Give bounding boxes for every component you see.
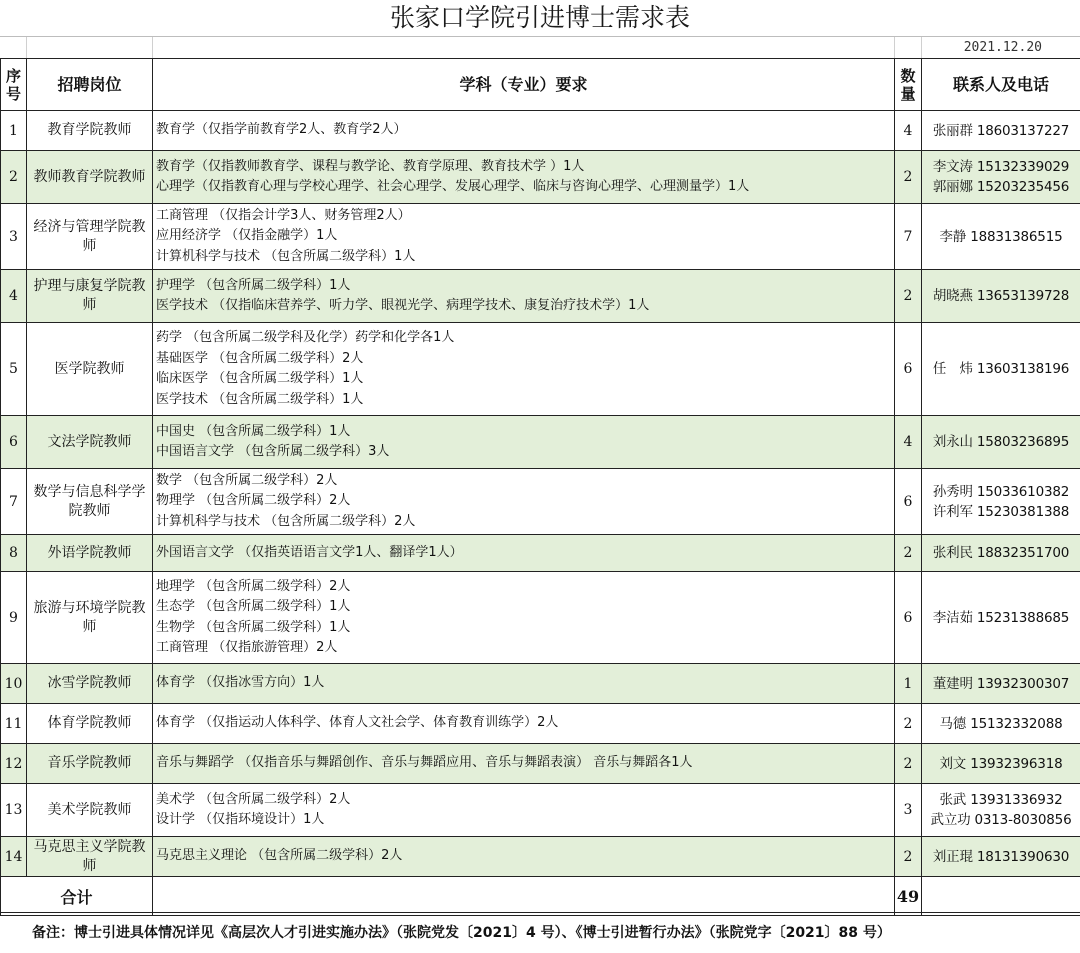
table-row	[1, 469, 1080, 535]
row-requirements	[153, 784, 895, 837]
row-count: 4	[895, 111, 922, 151]
requirement-line: 数学 （包含所属二级学科）2人	[156, 471, 894, 492]
row-requirements	[153, 416, 895, 469]
recruitment-table	[0, 58, 1080, 916]
row-contacts	[922, 204, 1080, 270]
row-index: 6	[1, 416, 27, 469]
requirement-line: 物理学 （包含所属二级学科）2人	[156, 491, 894, 512]
row-contacts	[922, 535, 1080, 572]
row-contacts	[922, 323, 1080, 416]
row-count: 7	[895, 204, 922, 270]
row-requirements	[153, 572, 895, 664]
divider	[894, 37, 895, 59]
contact-line: 李文涛 15132339029	[922, 157, 1080, 177]
row-contacts	[922, 784, 1080, 837]
row-contacts	[922, 744, 1080, 784]
row-contacts	[922, 572, 1080, 664]
row-position: 音乐学院教师	[27, 744, 153, 784]
row-count: 6	[895, 469, 922, 535]
row-requirements	[153, 744, 895, 784]
date-row	[0, 36, 1080, 59]
row-index: 13	[1, 784, 27, 837]
table-row	[1, 572, 1080, 664]
contact-line: 马德 15132332088	[922, 714, 1080, 734]
row-position: 美术学院教师	[27, 784, 153, 837]
table-header-row	[1, 59, 1080, 111]
table-row	[1, 151, 1080, 204]
row-position: 护理与康复学院教师	[27, 270, 153, 323]
contact-line: 张丽群 18603137227	[922, 121, 1080, 141]
footnote: 备注：博士引进具体情况详见《高层次人才引进实施办法》（张院党发〔2021〕4 号）、《博士引进暂行办法》（张院党字〔2021〕88 号）	[0, 912, 1080, 946]
table-row	[1, 111, 1080, 151]
requirement-line: 药学 （包含所属二级学科及化学）药学和化学各1人	[156, 328, 894, 349]
row-contacts	[922, 837, 1080, 877]
row-index: 1	[1, 111, 27, 151]
table-row	[1, 744, 1080, 784]
contact-line: 张利民 18832351700	[922, 543, 1080, 563]
row-position: 教师教育学院教师	[27, 151, 153, 204]
row-count: 2	[895, 270, 922, 323]
divider	[921, 37, 922, 59]
row-requirements	[153, 111, 895, 151]
requirement-line: 基础医学 （包含所属二级学科）2人	[156, 349, 894, 370]
requirement-line: 外国语言文学 （仅指英语语言文学1人、翻译学1人）	[156, 543, 894, 564]
contact-line: 董建明 13932300307	[922, 674, 1080, 694]
row-index: 11	[1, 704, 27, 744]
table-row	[1, 323, 1080, 416]
requirement-line: 美术学 （包含所属二级学科）2人	[156, 790, 894, 811]
row-position: 医学院教师	[27, 323, 153, 416]
header-contact: 联系人及电话	[922, 59, 1080, 111]
row-index: 9	[1, 572, 27, 664]
contact-line: 任 炜 13603138196	[922, 359, 1080, 379]
row-count: 2	[895, 744, 922, 784]
table-row	[1, 784, 1080, 837]
table-row	[1, 837, 1080, 877]
requirement-line: 中国史 （包含所属二级学科）1人	[156, 422, 894, 443]
table-row	[1, 270, 1080, 323]
header-index: 序号	[1, 59, 27, 111]
table-row	[1, 704, 1080, 744]
row-count: 2	[895, 837, 922, 877]
row-requirements	[153, 323, 895, 416]
contact-line: 刘永山 15803236895	[922, 432, 1080, 452]
requirement-line: 工商管理 （仅指会计学3人、财务管理2人）	[156, 206, 894, 227]
row-index: 8	[1, 535, 27, 572]
requirement-line: 生物学 （包含所属二级学科）1人	[156, 618, 894, 639]
divider	[26, 37, 27, 59]
table-row	[1, 416, 1080, 469]
requirement-line: 教育学（仅指学前教育学2人、教育学2人）	[156, 120, 894, 141]
row-contacts	[922, 151, 1080, 204]
row-index: 12	[1, 744, 27, 784]
row-count: 4	[895, 416, 922, 469]
contact-line: 胡晓燕 13653139728	[922, 286, 1080, 306]
requirement-line: 马克思主义理论 （包含所属二级学科）2人	[156, 846, 894, 867]
contact-line: 刘正琨 18131390630	[922, 847, 1080, 867]
row-contacts	[922, 416, 1080, 469]
page-title: 张家口学院引进博士需求表	[0, 0, 1080, 36]
row-index: 4	[1, 270, 27, 323]
table-row	[1, 535, 1080, 572]
row-position: 体育学院教师	[27, 704, 153, 744]
requirement-line: 工商管理 （仅指旅游管理）2人	[156, 638, 894, 659]
contact-line: 刘文 13932396318	[922, 754, 1080, 774]
row-index: 14	[1, 837, 27, 877]
requirement-line: 教育学（仅指教师教育学、课程与教学论、教育学原理、教育技术学 ）1人	[156, 157, 894, 178]
contact-line: 许利军 15230381388	[922, 502, 1080, 522]
row-position: 旅游与环境学院教师	[27, 572, 153, 664]
row-position: 外语学院教师	[27, 535, 153, 572]
date-label: 2021.12.20	[964, 37, 1042, 59]
requirement-line: 医学技术 （包含所属二级学科）1人	[156, 390, 894, 411]
row-count: 2	[895, 704, 922, 744]
row-position: 冰雪学院教师	[27, 664, 153, 704]
requirement-line: 医学技术 （仅指临床营养学、听力学、眼视光学、病理学技术、康复治疗技术学）1人	[156, 296, 894, 317]
contact-line: 李洁茹 15231388685	[922, 608, 1080, 628]
requirement-line: 地理学 （包含所属二级学科）2人	[156, 577, 894, 598]
contact-line: 郭丽娜 15203235456	[922, 177, 1080, 197]
requirement-line: 体育学 （仅指冰雪方向）1人	[156, 673, 894, 694]
total-value: 49	[895, 877, 922, 916]
row-contacts	[922, 704, 1080, 744]
requirement-line: 护理学 （包含所属二级学科）1人	[156, 276, 894, 297]
row-requirements	[153, 535, 895, 572]
requirement-line: 生态学 （包含所属二级学科）1人	[156, 597, 894, 618]
total-label: 合计	[1, 877, 153, 916]
contact-line: 李静 18831386515	[922, 227, 1080, 247]
requirement-line: 音乐与舞蹈学 （仅指音乐与舞蹈创作、音乐与舞蹈应用、音乐与舞蹈表演） 音乐与舞蹈各1人	[156, 753, 894, 774]
requirement-line: 设计学 （仅指环境设计）1人	[156, 810, 894, 831]
contact-line: 张武 13931336932	[922, 790, 1080, 810]
row-position: 经济与管理学院教师	[27, 204, 153, 270]
total-empty	[922, 877, 1080, 916]
requirement-line: 临床医学 （包含所属二级学科）1人	[156, 369, 894, 390]
requirement-line: 中国语言文学 （包含所属二级学科）3人	[156, 442, 894, 463]
row-contacts	[922, 664, 1080, 704]
table-row	[1, 204, 1080, 270]
row-count: 6	[895, 572, 922, 664]
row-count: 1	[895, 664, 922, 704]
row-index: 5	[1, 323, 27, 416]
requirement-line: 应用经济学 （仅指金融学）1人	[156, 226, 894, 247]
table-row	[1, 664, 1080, 704]
row-count: 2	[895, 535, 922, 572]
row-requirements	[153, 664, 895, 704]
row-requirements	[153, 204, 895, 270]
row-index: 3	[1, 204, 27, 270]
row-count: 3	[895, 784, 922, 837]
row-position: 马克思主义学院教师	[27, 837, 153, 877]
row-count: 2	[895, 151, 922, 204]
row-position: 数学与信息科学学院教师	[27, 469, 153, 535]
row-index: 7	[1, 469, 27, 535]
row-position: 教育学院教师	[27, 111, 153, 151]
contact-line: 孙秀明 15033610382	[922, 482, 1080, 502]
row-index: 2	[1, 151, 27, 204]
header-count: 数量	[895, 59, 922, 111]
requirement-line: 心理学（仅指教育心理与学校心理学、社会心理学、发展心理学、临床与咨询心理学、心理测量学）1人	[156, 177, 894, 198]
row-requirements	[153, 704, 895, 744]
row-requirements	[153, 151, 895, 204]
row-count: 6	[895, 323, 922, 416]
row-position: 文法学院教师	[27, 416, 153, 469]
requirement-line: 体育学 （仅指运动人体科学、体育人文社会学、体育教育训练学）2人	[156, 713, 894, 734]
row-requirements	[153, 837, 895, 877]
row-index: 10	[1, 664, 27, 704]
row-requirements	[153, 469, 895, 535]
contact-line: 武立功 0313-8030856	[922, 810, 1080, 830]
header-position: 招聘岗位	[27, 59, 153, 111]
row-contacts	[922, 469, 1080, 535]
header-requirement: 学科（专业）要求	[153, 59, 895, 111]
total-row	[1, 877, 1080, 916]
row-contacts	[922, 111, 1080, 151]
total-spacer	[153, 877, 895, 916]
row-contacts	[922, 270, 1080, 323]
row-requirements	[153, 270, 895, 323]
divider	[152, 37, 153, 59]
requirement-line: 计算机科学与技术 （包含所属二级学科）1人	[156, 247, 894, 268]
requirement-line: 计算机科学与技术 （包含所属二级学科）2人	[156, 512, 894, 533]
